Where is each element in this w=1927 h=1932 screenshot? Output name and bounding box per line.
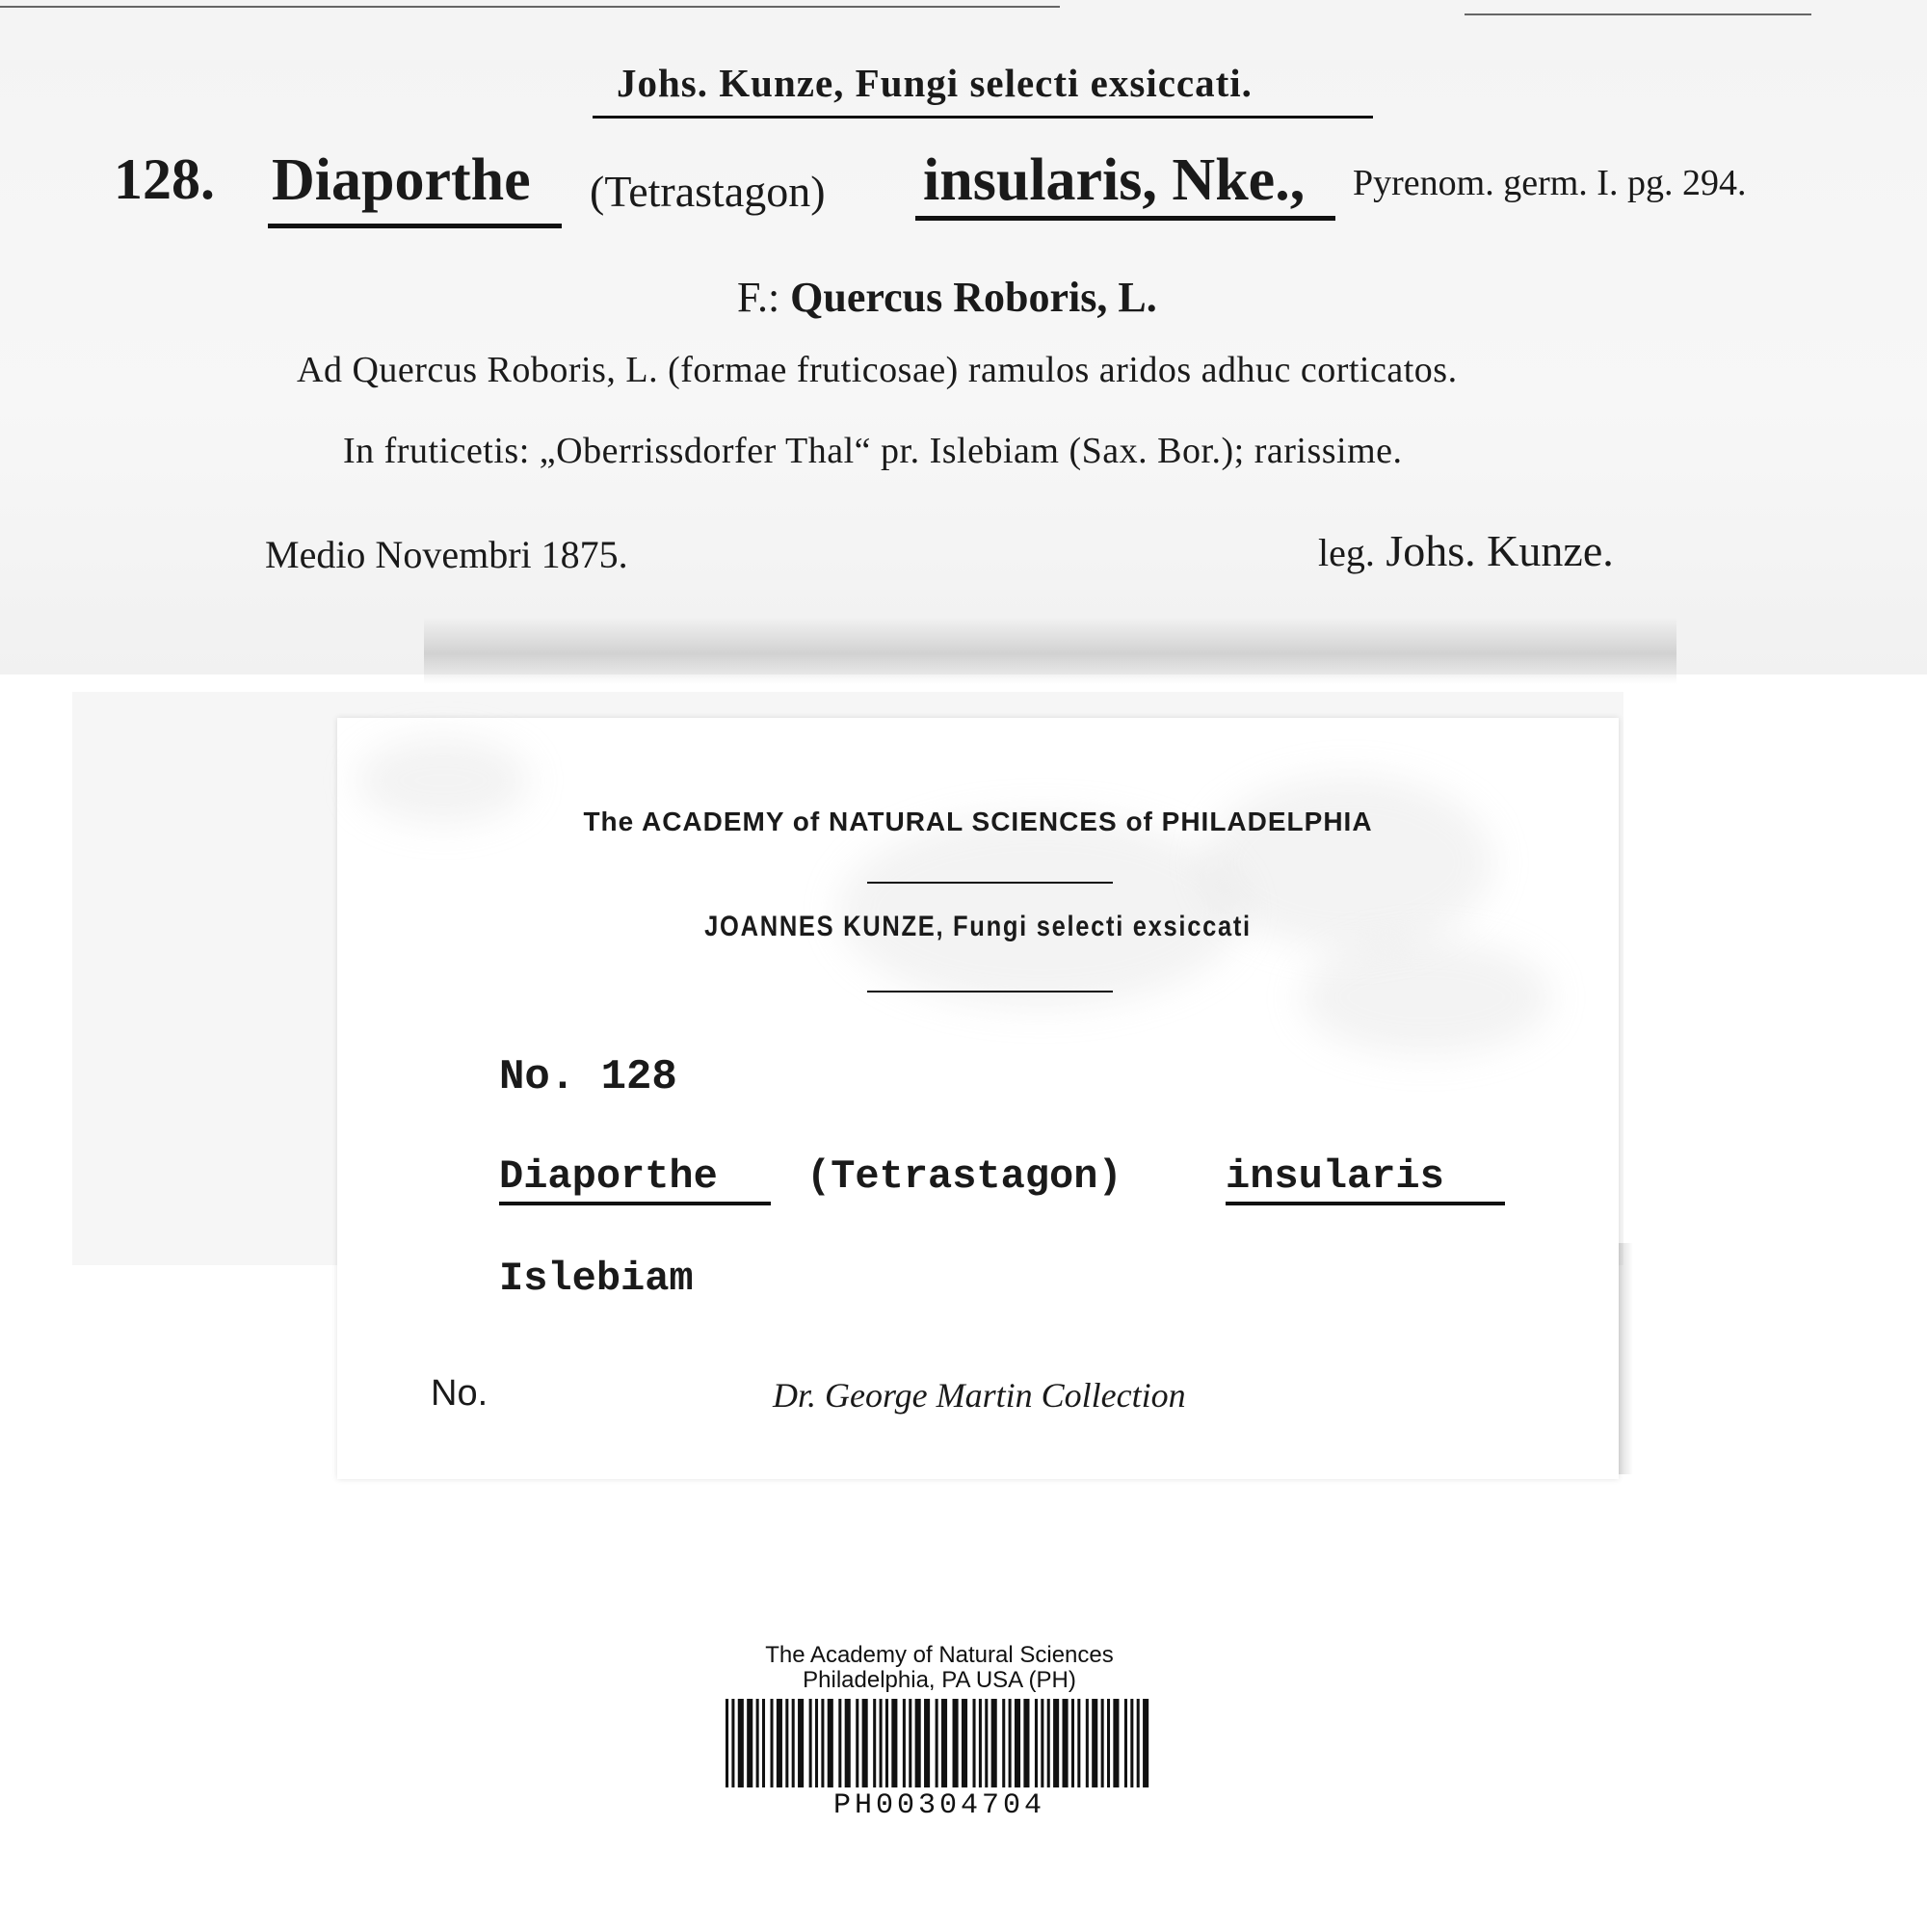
specimen-id: PH00304704 (832, 1789, 1046, 1822)
barcode-bar (1015, 1699, 1020, 1787)
barcode-bar (1137, 1699, 1140, 1787)
collection-date: Medio Novembri 1875. (265, 533, 628, 576)
series-title-underline (593, 116, 1373, 119)
barcode-bar (738, 1699, 744, 1787)
host-prefix: F.: (737, 274, 780, 321)
barcode-bar (1092, 1699, 1097, 1787)
barcode-bar (1047, 1699, 1050, 1787)
barcode-bar (1041, 1699, 1043, 1787)
card-genus-underline (499, 1202, 771, 1205)
collection-name: Dr. George Martin Collection (773, 1376, 1186, 1415)
label-edge (1465, 13, 1811, 15)
barcode-bar (953, 1699, 959, 1787)
barcode-bar (756, 1699, 759, 1787)
species-epithet: insularis, Nke., (923, 147, 1306, 213)
barcode-bar (770, 1699, 773, 1787)
exsiccata-number: 128. (114, 147, 215, 211)
barcode-bar (973, 1699, 976, 1787)
barcode-bar (815, 1699, 818, 1787)
barcode-bar (777, 1699, 782, 1787)
barcode-bar (747, 1699, 752, 1787)
card-epithet: insularis (1226, 1153, 1444, 1200)
epithet-underline (915, 216, 1335, 221)
exsiccata-label (0, 0, 1927, 675)
barcode-bar (891, 1699, 897, 1787)
genus-underline (268, 224, 562, 228)
barcode-bar (903, 1699, 906, 1787)
barcode-bar (1130, 1699, 1133, 1787)
barcode-bar (936, 1699, 938, 1787)
paper-stain (1301, 940, 1551, 1055)
barcode-bar (915, 1699, 921, 1787)
paper-shadow (424, 617, 1676, 684)
barcode-bar (762, 1699, 765, 1787)
barcode-bar (785, 1699, 788, 1787)
barcode-institution-line2: Philadelphia, PA USA (PH) (803, 1667, 1076, 1693)
barcode-bar (845, 1699, 851, 1787)
barcode-bar (1077, 1699, 1080, 1787)
barcode-bar (731, 1699, 734, 1787)
barcode-bar (1002, 1699, 1005, 1787)
label-edge (0, 6, 1060, 8)
barcode-bar (885, 1699, 888, 1787)
barcode-bar (1101, 1699, 1104, 1787)
barcode-institution (650, 1643, 1228, 1693)
barcode-institution-line1: The Academy of Natural Sciences (765, 1642, 1114, 1668)
barcode-bar (985, 1699, 988, 1787)
barcode-bar (856, 1699, 858, 1787)
host-name: Quercus Roboris, L. (790, 274, 1157, 321)
barcode-bar (979, 1699, 982, 1787)
barcode-bar (909, 1699, 911, 1787)
collector-prefix: leg. (1318, 531, 1375, 574)
divider (867, 882, 1113, 884)
barcode-bar (726, 1699, 728, 1787)
barcode-bar (798, 1699, 804, 1787)
barcode-bar (1009, 1699, 1012, 1787)
card-no-label: No. (431, 1373, 488, 1414)
card-locality: Islebiam (499, 1256, 694, 1302)
barcode-bar (862, 1699, 868, 1787)
barcode-bar (880, 1699, 883, 1787)
barcode-bar (821, 1699, 824, 1787)
subgenus-name: (Tetrastagon) (590, 167, 826, 216)
barcode-bar (924, 1699, 930, 1787)
barcode-bar (1053, 1699, 1059, 1787)
barcode-bar (941, 1699, 947, 1787)
barcode-bar (1124, 1699, 1127, 1787)
barcode-bar (809, 1699, 812, 1787)
card-subgenus: (Tetrastagon) (806, 1153, 1122, 1200)
barcode-bar (1113, 1699, 1119, 1787)
series-heading: JOANNES KUNZE, Fungi selecti exsiccati (704, 911, 1252, 942)
genus-name: Diaporthe (272, 147, 531, 213)
collector-name: Johs. Kunze. (1386, 526, 1614, 575)
barcode-bar (1107, 1699, 1110, 1787)
barcode-icon (726, 1699, 1149, 1787)
literature-reference: Pyrenom. germ. I. pg. 294. (1353, 163, 1747, 203)
barcode-bar (873, 1699, 876, 1787)
barcode-bar (1035, 1699, 1038, 1787)
barcode-bar (1023, 1699, 1029, 1787)
card-number: No. 128 (499, 1053, 677, 1101)
collector-line (1318, 525, 1614, 576)
card-epithet-underline (1226, 1202, 1505, 1205)
series-title: Johs. Kunze, Fungi selecti exsiccati. (617, 61, 1253, 105)
barcode-bar (792, 1699, 795, 1787)
divider (867, 991, 1113, 992)
barcode-bar (991, 1699, 997, 1787)
locality-line: In fruticetis: „Oberrissdorfer Thal“ pr. Islebiam (Sax. Bor.); rarissime. (343, 431, 1403, 471)
barcode-bar (1086, 1699, 1089, 1787)
barcode-bar (838, 1699, 841, 1787)
barcode-label (650, 1643, 1228, 1826)
academy-card (337, 718, 1619, 1479)
barcode-bar (1063, 1699, 1069, 1787)
barcode-bar (828, 1699, 833, 1787)
substrate-line: Ad Quercus Roboris, L. (formae fruticosae) ramulos aridos adhuc corticatos. (297, 350, 1458, 390)
barcode-bar (1071, 1699, 1074, 1787)
host-line (737, 273, 1157, 322)
card-genus: Diaporthe (499, 1153, 718, 1200)
barcode-bar (1143, 1699, 1148, 1787)
barcode-bar (962, 1699, 967, 1787)
institution-heading: The ACADEMY of NATURAL SCIENCES of PHILADELPHIA (583, 807, 1373, 836)
